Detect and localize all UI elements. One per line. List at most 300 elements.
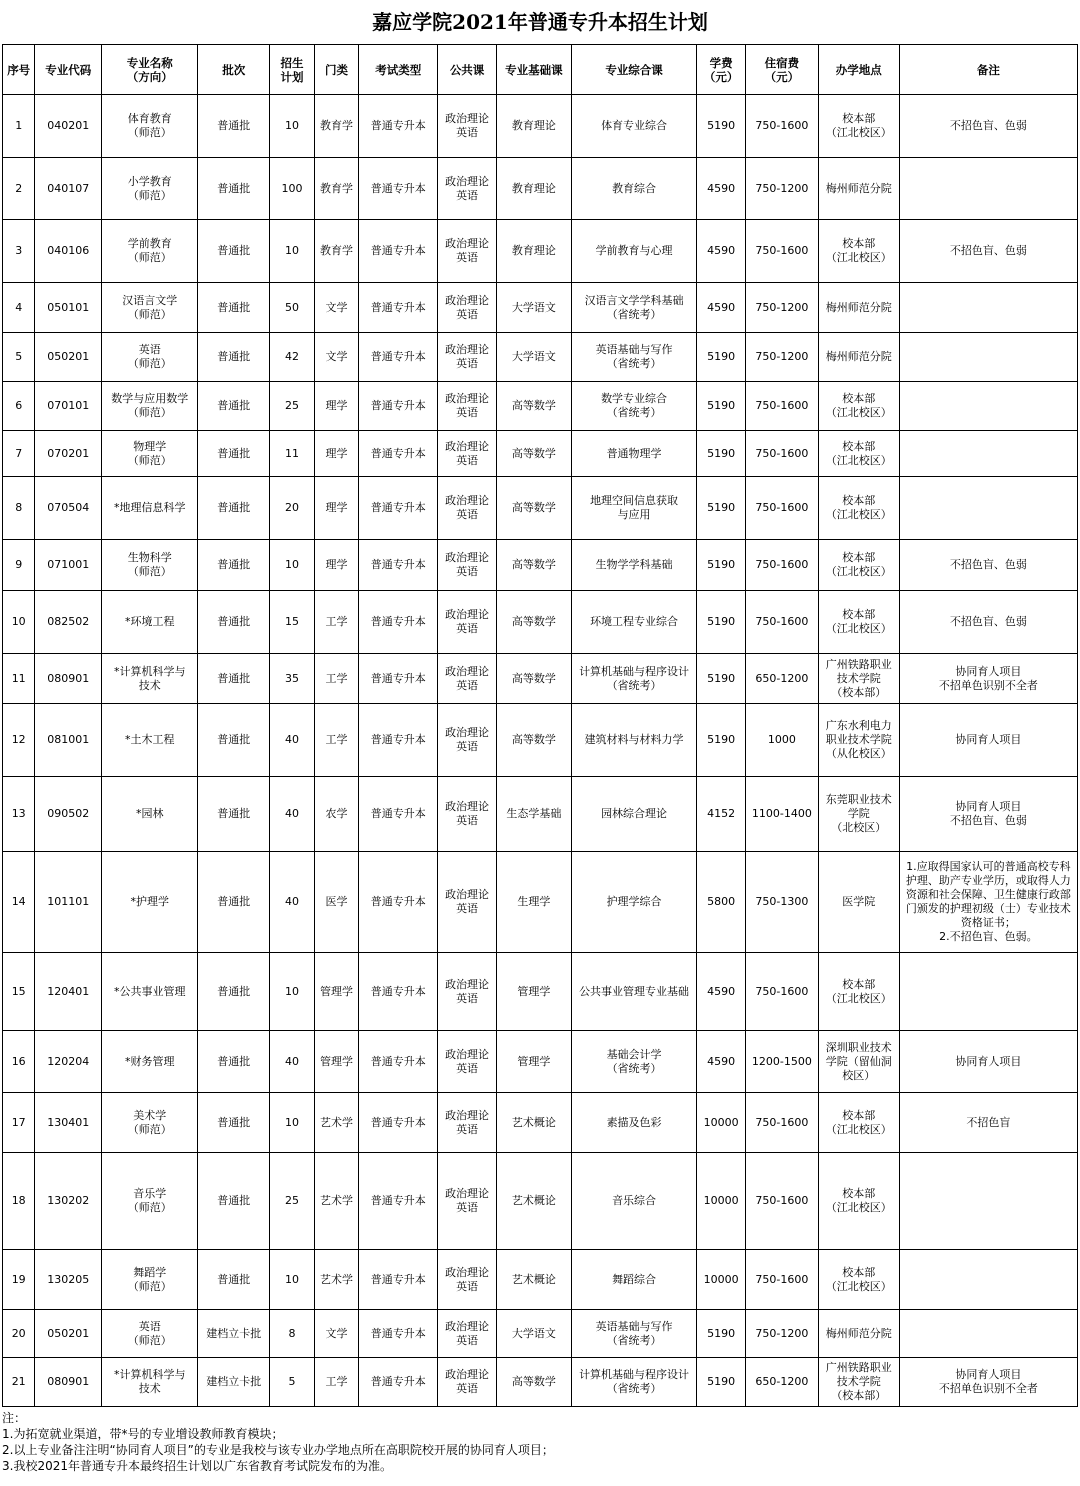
remarks-cell <box>899 1310 1077 1358</box>
comprehensive-course-cell: 素描及色彩 <box>571 1093 697 1153</box>
major-code-cell: 071001 <box>35 540 102 591</box>
remarks-cell: 不招色盲、色弱 <box>899 591 1077 654</box>
remarks-cell <box>899 333 1077 382</box>
tuition-cell: 4590 <box>697 953 746 1031</box>
major-name-cell: 体育教育 （师范） <box>102 95 198 158</box>
major-name-cell: 物理学 （师范） <box>102 431 198 477</box>
table-body <box>3 95 1078 1407</box>
remarks-cell: 1.应取得国家认可的普通高校专科护理、助产专业学历，或取得人力资源和社会保障、卫生健康行政部门颁发的护理初级（士）专业技术资格证书； 2.不招色盲、色弱。 <box>899 852 1077 953</box>
major-code-cell: 130202 <box>35 1153 102 1250</box>
discipline-cell: 理学 <box>314 540 359 591</box>
exam-type-cell: 普通专升本 <box>359 1093 438 1153</box>
comprehensive-course-cell: 数学专业综合 （省统考） <box>571 382 697 431</box>
public-course-cell: 政治理论 英语 <box>438 95 497 158</box>
comprehensive-course-cell: 音乐综合 <box>571 1153 697 1250</box>
remarks-cell: 协同育人项目 <box>899 704 1077 777</box>
comprehensive-course-cell: 学前教育与心理 <box>571 220 697 283</box>
campus-location-cell: 校本部 （江北校区） <box>818 220 899 283</box>
major-code-cell: 050101 <box>35 283 102 333</box>
comprehensive-course-cell: 计算机基础与程序设计 （省统考） <box>571 654 697 704</box>
campus-location-cell: 梅州师范分院 <box>818 283 899 333</box>
foundation-course-cell: 高等数学 <box>496 382 571 431</box>
exam-type-cell: 普通专升本 <box>359 220 438 283</box>
column-header: 专业代码 <box>35 45 102 95</box>
dorm-fee-cell: 750-1600 <box>745 953 818 1031</box>
public-course-cell: 政治理论 英语 <box>438 540 497 591</box>
public-course-cell: 政治理论 英语 <box>438 852 497 953</box>
comprehensive-course-cell: 汉语言文学学科基础 （省统考） <box>571 283 697 333</box>
foundation-course-cell: 高等数学 <box>496 591 571 654</box>
row-number-cell: 9 <box>3 540 35 591</box>
batch-cell: 普通批 <box>198 431 270 477</box>
campus-location-cell: 医学院 <box>818 852 899 953</box>
table-row <box>3 1153 1078 1250</box>
row-number-cell: 4 <box>3 283 35 333</box>
table-row <box>3 333 1078 382</box>
remarks-cell <box>899 431 1077 477</box>
remarks-cell: 不招色盲、色弱 <box>899 95 1077 158</box>
column-header: 序号 <box>3 45 35 95</box>
campus-location-cell: 校本部 （江北校区） <box>818 477 899 540</box>
comprehensive-course-cell: 建筑材料与材料力学 <box>571 704 697 777</box>
foundation-course-cell: 管理学 <box>496 953 571 1031</box>
enroll-count-cell: 40 <box>270 777 315 852</box>
public-course-cell: 政治理论 英语 <box>438 477 497 540</box>
row-number-cell: 11 <box>3 654 35 704</box>
remarks-cell <box>899 283 1077 333</box>
column-header: 门类 <box>314 45 359 95</box>
public-course-cell: 政治理论 英语 <box>438 382 497 431</box>
tuition-cell: 10000 <box>697 1093 746 1153</box>
batch-cell: 建档立卡批 <box>198 1310 270 1358</box>
major-code-cell: 040106 <box>35 220 102 283</box>
major-code-cell: 101101 <box>35 852 102 953</box>
exam-type-cell: 普通专升本 <box>359 158 438 220</box>
enroll-count-cell: 11 <box>270 431 315 477</box>
major-name-cell: 学前教育 （师范） <box>102 220 198 283</box>
comprehensive-course-cell: 公共事业管理专业基础 <box>571 953 697 1031</box>
remarks-cell: 不招色盲 <box>899 1093 1077 1153</box>
table-row <box>3 382 1078 431</box>
batch-cell: 普通批 <box>198 477 270 540</box>
exam-type-cell: 普通专升本 <box>359 477 438 540</box>
tuition-cell: 5190 <box>697 1358 746 1407</box>
exam-type-cell: 普通专升本 <box>359 591 438 654</box>
major-name-cell: *财务管理 <box>102 1031 198 1093</box>
exam-type-cell: 普通专升本 <box>359 953 438 1031</box>
discipline-cell: 艺术学 <box>314 1250 359 1310</box>
row-number-cell: 13 <box>3 777 35 852</box>
batch-cell: 普通批 <box>198 953 270 1031</box>
enroll-count-cell: 40 <box>270 1031 315 1093</box>
row-number-cell: 8 <box>3 477 35 540</box>
column-header: 招生 计划 <box>270 45 315 95</box>
discipline-cell: 教育学 <box>314 158 359 220</box>
major-code-cell: 070101 <box>35 382 102 431</box>
foundation-course-cell: 大学语文 <box>496 333 571 382</box>
discipline-cell: 理学 <box>314 477 359 540</box>
table-row <box>3 953 1078 1031</box>
remarks-cell <box>899 477 1077 540</box>
table-row <box>3 158 1078 220</box>
discipline-cell: 教育学 <box>314 95 359 158</box>
foundation-course-cell: 艺术概论 <box>496 1093 571 1153</box>
remarks-cell: 协同育人项目 不招单色识别不全者 <box>899 654 1077 704</box>
public-course-cell: 政治理论 英语 <box>438 1093 497 1153</box>
tuition-cell: 5190 <box>697 591 746 654</box>
major-name-cell: 美术学 （师范） <box>102 1093 198 1153</box>
remarks-cell: 不招色盲、色弱 <box>899 220 1077 283</box>
discipline-cell: 文学 <box>314 283 359 333</box>
public-course-cell: 政治理论 英语 <box>438 953 497 1031</box>
dorm-fee-cell: 750-1600 <box>745 540 818 591</box>
column-header: 考试类型 <box>359 45 438 95</box>
discipline-cell: 教育学 <box>314 220 359 283</box>
comprehensive-course-cell: 英语基础与写作 （省统考） <box>571 333 697 382</box>
remarks-cell <box>899 1153 1077 1250</box>
major-code-cell: 040201 <box>35 95 102 158</box>
notes-heading: 注： <box>2 1411 27 1425</box>
public-course-cell: 政治理论 英语 <box>438 333 497 382</box>
major-code-cell: 081001 <box>35 704 102 777</box>
tuition-cell: 10000 <box>697 1153 746 1250</box>
tuition-cell: 5190 <box>697 431 746 477</box>
note-item: 3.我校2021年普通专升本最终招生计划以广东省教育考试院发布的为准。 <box>2 1459 392 1473</box>
enroll-count-cell: 5 <box>270 1358 315 1407</box>
discipline-cell: 工学 <box>314 654 359 704</box>
foundation-course-cell: 艺术概论 <box>496 1153 571 1250</box>
remarks-cell <box>899 158 1077 220</box>
table-row <box>3 477 1078 540</box>
dorm-fee-cell: 1000 <box>745 704 818 777</box>
exam-type-cell: 普通专升本 <box>359 1310 438 1358</box>
discipline-cell: 文学 <box>314 333 359 382</box>
remarks-cell: 协同育人项目 不招单色识别不全者 <box>899 1358 1077 1407</box>
enroll-count-cell: 10 <box>270 953 315 1031</box>
row-number-cell: 12 <box>3 704 35 777</box>
dorm-fee-cell: 650-1200 <box>745 1358 818 1407</box>
enroll-count-cell: 10 <box>270 540 315 591</box>
tuition-cell: 5190 <box>697 540 746 591</box>
public-course-cell: 政治理论 英语 <box>438 591 497 654</box>
foundation-course-cell: 高等数学 <box>496 704 571 777</box>
campus-location-cell: 东莞职业技术 学院 （北校区） <box>818 777 899 852</box>
enroll-count-cell: 40 <box>270 852 315 953</box>
remarks-cell: 协同育人项目 不招色盲、色弱 <box>899 777 1077 852</box>
foundation-course-cell: 教育理论 <box>496 95 571 158</box>
tuition-cell: 4152 <box>697 777 746 852</box>
campus-location-cell: 校本部 （江北校区） <box>818 382 899 431</box>
major-code-cell: 130401 <box>35 1093 102 1153</box>
exam-type-cell: 普通专升本 <box>359 95 438 158</box>
major-code-cell: 070201 <box>35 431 102 477</box>
row-number-cell: 2 <box>3 158 35 220</box>
major-name-cell: 汉语言文学 （师范） <box>102 283 198 333</box>
batch-cell: 普通批 <box>198 591 270 654</box>
table-row <box>3 1310 1078 1358</box>
comprehensive-course-cell: 园林综合理论 <box>571 777 697 852</box>
foundation-course-cell: 教育理论 <box>496 158 571 220</box>
comprehensive-course-cell: 舞蹈综合 <box>571 1250 697 1310</box>
discipline-cell: 工学 <box>314 704 359 777</box>
exam-type-cell: 普通专升本 <box>359 654 438 704</box>
public-course-cell: 政治理论 英语 <box>438 777 497 852</box>
campus-location-cell: 校本部 （江北校区） <box>818 1153 899 1250</box>
public-course-cell: 政治理论 英语 <box>438 1250 497 1310</box>
tuition-cell: 5800 <box>697 852 746 953</box>
page-title: 嘉应学院2021年普通专升本招生计划 <box>372 10 708 34</box>
major-name-cell: 生物科学 （师范） <box>102 540 198 591</box>
remarks-cell: 不招色盲、色弱 <box>899 540 1077 591</box>
major-name-cell: *计算机科学与 技术 <box>102 654 198 704</box>
batch-cell: 普通批 <box>198 777 270 852</box>
tuition-cell: 4590 <box>697 220 746 283</box>
column-header: 公共课 <box>438 45 497 95</box>
comprehensive-course-cell: 普通物理学 <box>571 431 697 477</box>
tuition-cell: 5190 <box>697 704 746 777</box>
tuition-cell: 5190 <box>697 95 746 158</box>
notes-section <box>2 1410 1072 1474</box>
discipline-cell: 农学 <box>314 777 359 852</box>
dorm-fee-cell: 750-1200 <box>745 283 818 333</box>
dorm-fee-cell: 750-1600 <box>745 1250 818 1310</box>
batch-cell: 普通批 <box>198 852 270 953</box>
table-header-row <box>3 45 1078 95</box>
tuition-cell: 4590 <box>697 158 746 220</box>
discipline-cell: 医学 <box>314 852 359 953</box>
exam-type-cell: 普通专升本 <box>359 333 438 382</box>
column-header: 专业基础课 <box>496 45 571 95</box>
enroll-count-cell: 15 <box>270 591 315 654</box>
table-row <box>3 654 1078 704</box>
dorm-fee-cell: 750-1200 <box>745 1310 818 1358</box>
dorm-fee-cell: 750-1600 <box>745 477 818 540</box>
major-name-cell: *环境工程 <box>102 591 198 654</box>
campus-location-cell: 广州铁路职业 技术学院 （校本部） <box>818 1358 899 1407</box>
batch-cell: 普通批 <box>198 220 270 283</box>
major-code-cell: 120401 <box>35 953 102 1031</box>
tuition-cell: 5190 <box>697 477 746 540</box>
column-header: 学费 （元） <box>697 45 746 95</box>
batch-cell: 普通批 <box>198 704 270 777</box>
column-header: 专业综合课 <box>571 45 697 95</box>
enroll-count-cell: 10 <box>270 1250 315 1310</box>
enroll-count-cell: 20 <box>270 477 315 540</box>
campus-location-cell: 校本部 （江北校区） <box>818 953 899 1031</box>
dorm-fee-cell: 750-1600 <box>745 1093 818 1153</box>
campus-location-cell: 梅州师范分院 <box>818 1310 899 1358</box>
remarks-cell: 协同育人项目 <box>899 1031 1077 1093</box>
table-row <box>3 220 1078 283</box>
major-code-cell: 050201 <box>35 1310 102 1358</box>
campus-location-cell: 校本部 （江北校区） <box>818 431 899 477</box>
major-name-cell: *地理信息科学 <box>102 477 198 540</box>
enroll-count-cell: 42 <box>270 333 315 382</box>
campus-location-cell: 梅州师范分院 <box>818 333 899 382</box>
batch-cell: 普通批 <box>198 654 270 704</box>
foundation-course-cell: 生理学 <box>496 852 571 953</box>
enroll-count-cell: 8 <box>270 1310 315 1358</box>
enroll-count-cell: 35 <box>270 654 315 704</box>
batch-cell: 普通批 <box>198 333 270 382</box>
batch-cell: 普通批 <box>198 1093 270 1153</box>
row-number-cell: 6 <box>3 382 35 431</box>
major-code-cell: 090502 <box>35 777 102 852</box>
foundation-course-cell: 高等数学 <box>496 654 571 704</box>
discipline-cell: 工学 <box>314 591 359 654</box>
table-row <box>3 591 1078 654</box>
discipline-cell: 管理学 <box>314 1031 359 1093</box>
discipline-cell: 艺术学 <box>314 1093 359 1153</box>
enrollment-plan-table <box>2 44 1078 1407</box>
column-header: 办学地点 <box>818 45 899 95</box>
campus-location-cell: 校本部 （江北校区） <box>818 95 899 158</box>
foundation-course-cell: 高等数学 <box>496 540 571 591</box>
major-name-cell: 小学教育 （师范） <box>102 158 198 220</box>
row-number-cell: 5 <box>3 333 35 382</box>
major-name-cell: *计算机科学与 技术 <box>102 1358 198 1407</box>
row-number-cell: 17 <box>3 1093 35 1153</box>
foundation-course-cell: 高等数学 <box>496 431 571 477</box>
exam-type-cell: 普通专升本 <box>359 1031 438 1093</box>
foundation-course-cell: 高等数学 <box>496 1358 571 1407</box>
comprehensive-course-cell: 护理学综合 <box>571 852 697 953</box>
exam-type-cell: 普通专升本 <box>359 852 438 953</box>
table-row <box>3 540 1078 591</box>
dorm-fee-cell: 750-1600 <box>745 591 818 654</box>
foundation-course-cell: 生态学基础 <box>496 777 571 852</box>
major-code-cell: 050201 <box>35 333 102 382</box>
foundation-course-cell: 教育理论 <box>496 220 571 283</box>
tuition-cell: 5190 <box>697 382 746 431</box>
major-name-cell: *公共事业管理 <box>102 953 198 1031</box>
enroll-count-cell: 10 <box>270 1093 315 1153</box>
enroll-count-cell: 25 <box>270 382 315 431</box>
exam-type-cell: 普通专升本 <box>359 283 438 333</box>
enroll-count-cell: 50 <box>270 283 315 333</box>
batch-cell: 普通批 <box>198 1250 270 1310</box>
campus-location-cell: 深圳职业技术 学院（留仙洞 校区） <box>818 1031 899 1093</box>
tuition-cell: 4590 <box>697 1031 746 1093</box>
row-number-cell: 14 <box>3 852 35 953</box>
table-row <box>3 704 1078 777</box>
exam-type-cell: 普通专升本 <box>359 1250 438 1310</box>
exam-type-cell: 普通专升本 <box>359 704 438 777</box>
public-course-cell: 政治理论 英语 <box>438 283 497 333</box>
dorm-fee-cell: 1100-1400 <box>745 777 818 852</box>
dorm-fee-cell: 1200-1500 <box>745 1031 818 1093</box>
public-course-cell: 政治理论 英语 <box>438 704 497 777</box>
dorm-fee-cell: 750-1200 <box>745 158 818 220</box>
major-code-cell: 082502 <box>35 591 102 654</box>
public-course-cell: 政治理论 英语 <box>438 1031 497 1093</box>
table-row <box>3 1031 1078 1093</box>
remarks-cell <box>899 953 1077 1031</box>
major-name-cell: 舞蹈学 （师范） <box>102 1250 198 1310</box>
comprehensive-course-cell: 计算机基础与程序设计 （省统考） <box>571 1358 697 1407</box>
foundation-course-cell: 大学语文 <box>496 283 571 333</box>
discipline-cell: 管理学 <box>314 953 359 1031</box>
public-course-cell: 政治理论 英语 <box>438 431 497 477</box>
campus-location-cell: 广州铁路职业 技术学院 （校本部） <box>818 654 899 704</box>
major-code-cell: 080901 <box>35 654 102 704</box>
remarks-cell <box>899 382 1077 431</box>
tuition-cell: 4590 <box>697 283 746 333</box>
discipline-cell: 文学 <box>314 1310 359 1358</box>
major-name-cell: *护理学 <box>102 852 198 953</box>
major-code-cell: 120204 <box>35 1031 102 1093</box>
enroll-count-cell: 40 <box>270 704 315 777</box>
exam-type-cell: 普通专升本 <box>359 431 438 477</box>
row-number-cell: 1 <box>3 95 35 158</box>
comprehensive-course-cell: 生物学学科基础 <box>571 540 697 591</box>
public-course-cell: 政治理论 英语 <box>438 220 497 283</box>
row-number-cell: 19 <box>3 1250 35 1310</box>
row-number-cell: 15 <box>3 953 35 1031</box>
enroll-count-cell: 25 <box>270 1153 315 1250</box>
batch-cell: 普通批 <box>198 95 270 158</box>
table-row <box>3 852 1078 953</box>
foundation-course-cell: 管理学 <box>496 1031 571 1093</box>
row-number-cell: 18 <box>3 1153 35 1250</box>
major-name-cell: 英语 （师范） <box>102 1310 198 1358</box>
comprehensive-course-cell: 基础会计学 （省统考） <box>571 1031 697 1093</box>
major-code-cell: 080901 <box>35 1358 102 1407</box>
exam-type-cell: 普通专升本 <box>359 777 438 852</box>
row-number-cell: 7 <box>3 431 35 477</box>
row-number-cell: 21 <box>3 1358 35 1407</box>
table-row <box>3 1250 1078 1310</box>
dorm-fee-cell: 750-1600 <box>745 1153 818 1250</box>
batch-cell: 普通批 <box>198 283 270 333</box>
tuition-cell: 5190 <box>697 1310 746 1358</box>
comprehensive-course-cell: 英语基础与写作 （省统考） <box>571 1310 697 1358</box>
public-course-cell: 政治理论 英语 <box>438 1358 497 1407</box>
campus-location-cell: 广东水利电力 职业技术学院 （从化校区） <box>818 704 899 777</box>
public-course-cell: 政治理论 英语 <box>438 654 497 704</box>
note-item: 2.以上专业备注注明“协同育人项目”的专业是我校与该专业办学地点所在高职院校开展的协同育人项目； <box>2 1443 554 1457</box>
batch-cell: 普通批 <box>198 1153 270 1250</box>
foundation-course-cell: 艺术概论 <box>496 1250 571 1310</box>
row-number-cell: 20 <box>3 1310 35 1358</box>
discipline-cell: 艺术学 <box>314 1153 359 1250</box>
column-header: 备注 <box>899 45 1077 95</box>
foundation-course-cell: 高等数学 <box>496 477 571 540</box>
table-row <box>3 1093 1078 1153</box>
column-header: 专业名称 （方向） <box>102 45 198 95</box>
campus-location-cell: 校本部 （江北校区） <box>818 591 899 654</box>
batch-cell: 普通批 <box>198 382 270 431</box>
note-item: 1.为拓宽就业渠道，带*号的专业增设教师教育模块； <box>2 1427 284 1441</box>
enroll-count-cell: 10 <box>270 95 315 158</box>
column-header: 住宿费 （元） <box>745 45 818 95</box>
batch-cell: 建档立卡批 <box>198 1358 270 1407</box>
enroll-count-cell: 100 <box>270 158 315 220</box>
campus-location-cell: 校本部 （江北校区） <box>818 540 899 591</box>
batch-cell: 普通批 <box>198 158 270 220</box>
public-course-cell: 政治理论 英语 <box>438 1310 497 1358</box>
comprehensive-course-cell: 体育专业综合 <box>571 95 697 158</box>
remarks-cell <box>899 1250 1077 1310</box>
table-row <box>3 283 1078 333</box>
row-number-cell: 16 <box>3 1031 35 1093</box>
tuition-cell: 5190 <box>697 654 746 704</box>
major-code-cell: 130205 <box>35 1250 102 1310</box>
dorm-fee-cell: 750-1600 <box>745 382 818 431</box>
public-course-cell: 政治理论 英语 <box>438 158 497 220</box>
major-code-cell: 070504 <box>35 477 102 540</box>
major-name-cell: *园林 <box>102 777 198 852</box>
